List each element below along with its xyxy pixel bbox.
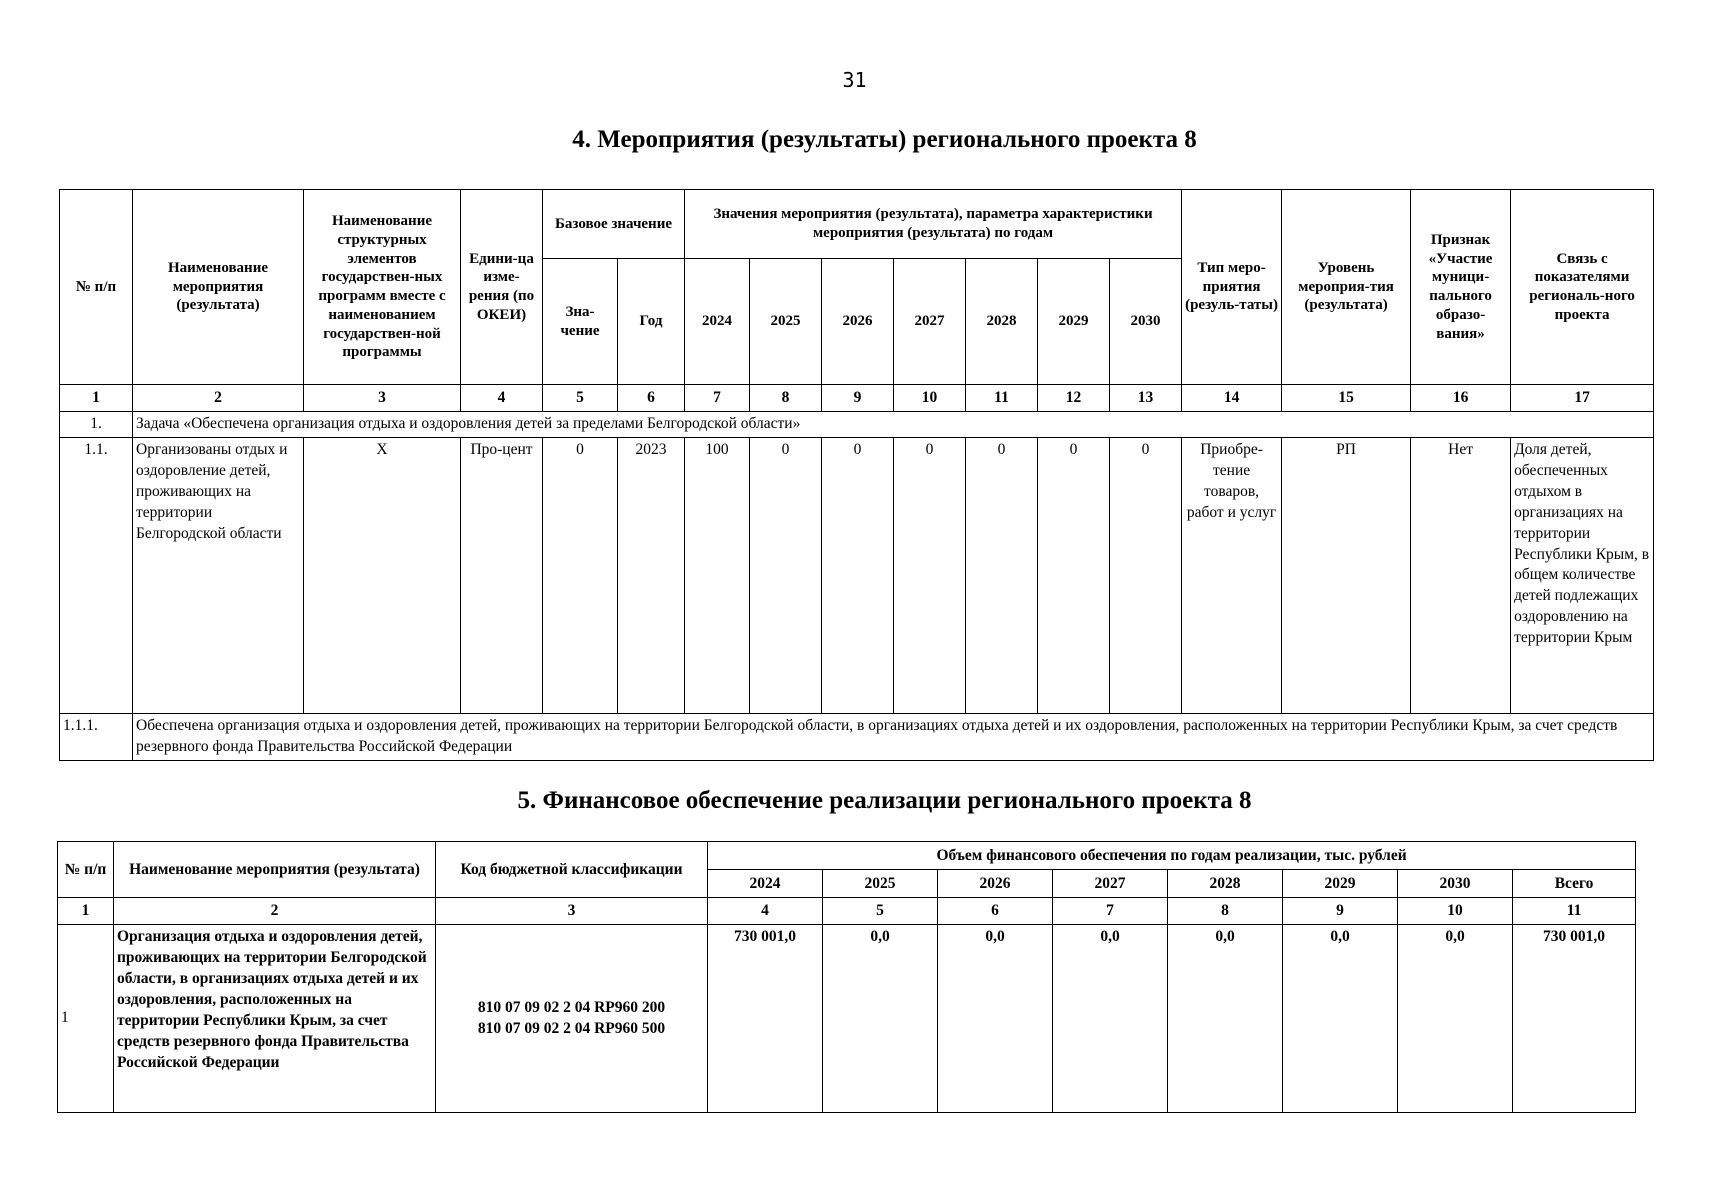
column-number: 6: [938, 898, 1053, 925]
fin-header-code: Код бюджетной классификации: [436, 842, 708, 898]
column-number: 2: [114, 898, 436, 925]
column-number: 15: [1282, 385, 1411, 412]
fin-row-total: 730 001,0: [1513, 925, 1636, 1113]
header-link: Связь с показателями региональ-ного проекта: [1511, 190, 1654, 385]
header-municipal: Признак «Участие муници-пального образо-вания»: [1411, 190, 1511, 385]
header-year: 2024: [685, 259, 750, 385]
fin-header-volume: Объем финансового обеспечения по годам реализации, тыс. рублей: [708, 842, 1636, 870]
finance-table: [57, 841, 1636, 1113]
row-value: 100: [685, 437, 750, 713]
header-name: Наименование мероприятия (результата): [133, 190, 304, 385]
row-value: 0: [894, 437, 966, 713]
column-number: 9: [822, 385, 894, 412]
fin-header-year: 2024: [708, 870, 823, 898]
header-values-group: Значения мероприятия (результата), параметра характеристики мероприятия (результата) по годам: [685, 190, 1182, 259]
column-number: 4: [461, 385, 543, 412]
row-type: Приобре-тение товаров, работ и услуг: [1182, 437, 1282, 713]
subactivity-row: [60, 713, 1654, 760]
row-base-year: 2023: [618, 437, 685, 713]
column-number: 10: [1398, 898, 1513, 925]
row-unit: Про-цент: [461, 437, 543, 713]
row-value: 0: [822, 437, 894, 713]
column-number: 6: [618, 385, 685, 412]
column-number: 8: [1168, 898, 1283, 925]
fin-row-num: 1: [58, 925, 114, 1113]
fin-header-year: 2030: [1398, 870, 1513, 898]
fin-row-name: Организация отдыха и оздоровления детей, проживающих на территории Белгородской области, в организациях отдыха детей и их оздоровления, расположенных на территории Республики Крым, за счет средств резервного фонда Правительства Российской Федерации: [114, 925, 436, 1113]
row-municipal: Нет: [1411, 437, 1511, 713]
fin-row-value: 730 001,0: [708, 925, 823, 1113]
budget-code: 810 07 09 02 2 04 RP960 200: [477, 998, 666, 1016]
column-number: 16: [1411, 385, 1511, 412]
section-4-title: 4. Мероприятия (результаты) регионального проекта 8: [572, 126, 1197, 153]
column-number: 4: [708, 898, 823, 925]
header-year: 2029: [1038, 259, 1110, 385]
fin-header-year: 2025: [823, 870, 938, 898]
column-number: 10: [894, 385, 966, 412]
header-year: 2026: [822, 259, 894, 385]
column-number: 11: [1513, 898, 1636, 925]
row-base-value: 0: [543, 437, 618, 713]
fin-row-value: 0,0: [938, 925, 1053, 1113]
header-type: Тип меро-приятия (резуль-таты): [1182, 190, 1282, 385]
fin-header-num: № п/п: [58, 842, 114, 898]
row-value: 0: [966, 437, 1038, 713]
task-text: Задача «Обеспечена организация отдыха и оздоровления детей за пределами Белгородской области»: [133, 412, 1654, 438]
fin-row-value: 0,0: [1283, 925, 1398, 1113]
column-number: 11: [966, 385, 1038, 412]
column-number: 2: [133, 385, 304, 412]
subrow-text: Обеспечена организация отдыха и оздоровления детей, проживающих на территории Белгородской области, в организациях отдыха детей и их оздоровления, расположенных на территории Республики Крым, за счет средств резервного фонда Правительства Российской Федерации: [133, 713, 1654, 760]
fin-row-value: 0,0: [823, 925, 938, 1113]
fin-row: [58, 925, 1636, 1113]
column-number: 12: [1038, 385, 1110, 412]
row-value: 0: [750, 437, 822, 713]
column-number: 5: [543, 385, 618, 412]
subrow-num: 1.1.1.: [60, 713, 133, 760]
column-number: 14: [1182, 385, 1282, 412]
activities-table: [59, 189, 1654, 761]
column-number: 3: [304, 385, 461, 412]
column-number: 9: [1283, 898, 1398, 925]
header-base-year: Год: [618, 259, 685, 385]
budget-code: 810 07 09 02 2 04 RP960 500: [477, 1019, 666, 1037]
column-number: 1: [60, 385, 133, 412]
fin-header-year: 2026: [938, 870, 1053, 898]
header-level: Уровень мероприя-тия (результата): [1282, 190, 1411, 385]
header-year: 2025: [750, 259, 822, 385]
section-5-title: 5. Финансовое обеспечение реализации регионального проекта 8: [517, 787, 1252, 814]
row-value: 0: [1038, 437, 1110, 713]
column-number: 8: [750, 385, 822, 412]
header-struct: Наименование структурных элементов государствен-ных программ вместе с наименованием государствен-ной программы: [304, 190, 461, 385]
row-link: Доля детей, обеспеченных отдыхом в организациях на территории Республики Крым, в общем количестве детей подлежащих оздоровлению на территории Крым: [1511, 437, 1654, 713]
header-year: 2030: [1110, 259, 1182, 385]
fin-row-value: 0,0: [1398, 925, 1513, 1113]
header-unit: Едини-ца изме-рения (по ОКЕИ): [461, 190, 543, 385]
fin-column-numbers-row: [58, 898, 1636, 925]
fin-row-codes: [436, 925, 708, 1113]
activity-row: [60, 437, 1654, 713]
fin-header-year: 2028: [1168, 870, 1283, 898]
column-number: 3: [436, 898, 708, 925]
column-number: 5: [823, 898, 938, 925]
column-number: 1: [58, 898, 114, 925]
fin-header-year: 2029: [1283, 870, 1398, 898]
fin-header-year: 2027: [1053, 870, 1168, 898]
column-numbers-row: [60, 385, 1654, 412]
row-value: 0: [1110, 437, 1182, 713]
task-row: [60, 412, 1654, 438]
column-number: 7: [1053, 898, 1168, 925]
fin-header-name: Наименование мероприятия (результата): [114, 842, 436, 898]
fin-row-value: 0,0: [1053, 925, 1168, 1113]
fin-header-total: Всего: [1513, 870, 1636, 898]
column-number: 7: [685, 385, 750, 412]
row-level: РП: [1282, 437, 1411, 713]
header-num: № п/п: [60, 190, 133, 385]
fin-row-value: 0,0: [1168, 925, 1283, 1113]
header-base: Базовое значение: [543, 190, 685, 259]
row-name: Организованы отдых и оздоровление детей, проживающих на территории Белгородской области: [133, 437, 304, 713]
task-num: 1.: [60, 412, 133, 438]
row-num: 1.1.: [60, 437, 133, 713]
header-base-value: Зна-чение: [543, 259, 618, 385]
column-number: 17: [1511, 385, 1654, 412]
row-struct: Х: [304, 437, 461, 713]
header-year: 2028: [966, 259, 1038, 385]
header-year: 2027: [894, 259, 966, 385]
column-number: 13: [1110, 385, 1182, 412]
page-number: 31: [842, 68, 867, 92]
